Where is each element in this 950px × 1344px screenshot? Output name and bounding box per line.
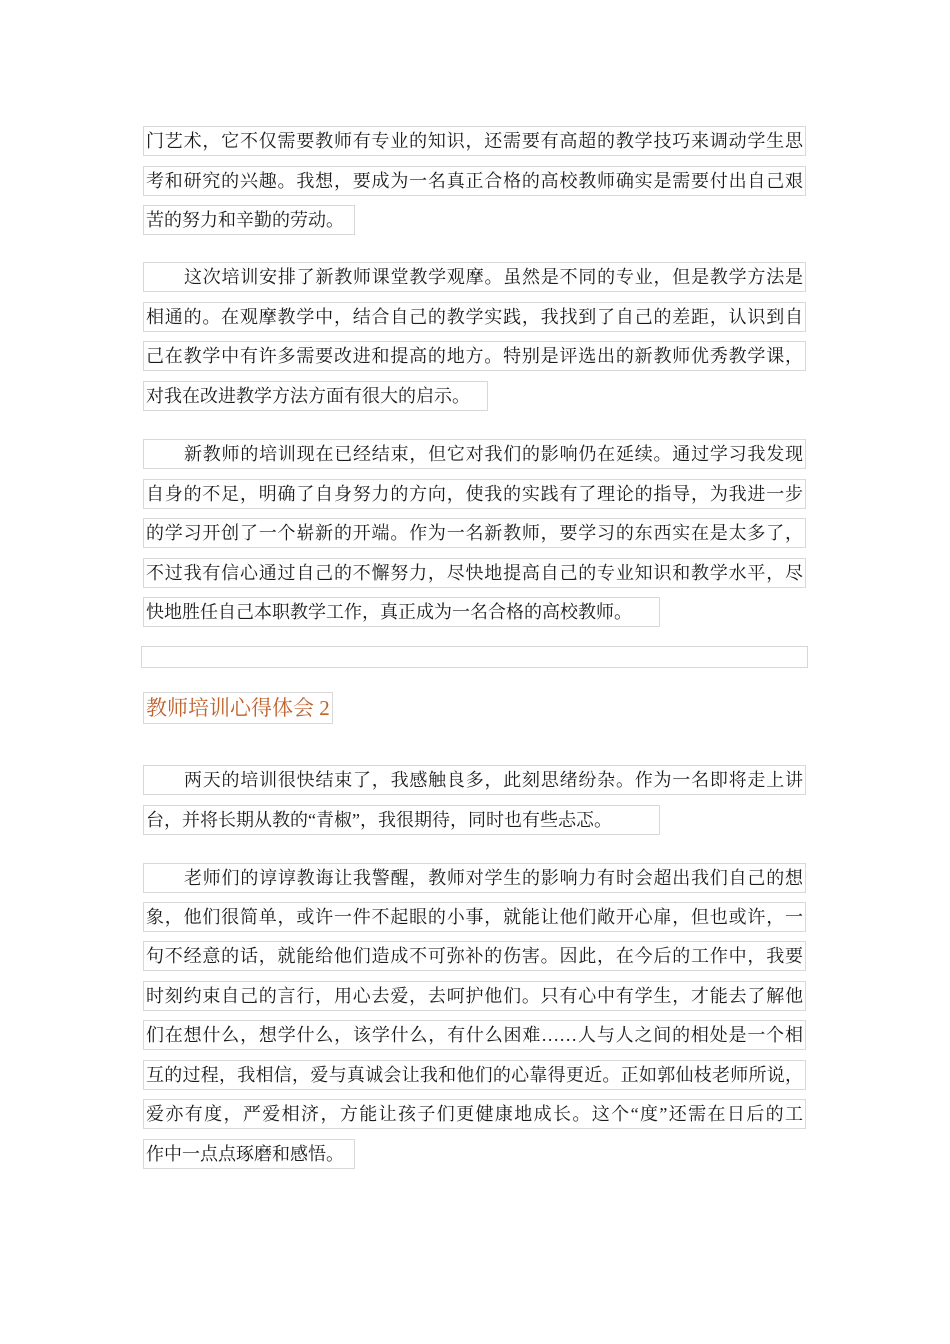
text-line: 作中一点点琢磨和感悟。	[143, 1139, 355, 1169]
text-line: 两天的培训很快结束了，我感触良多，此刻思绪纷杂。作为一名即将走上讲	[143, 765, 806, 795]
text-line: 时刻约束自己的言行，用心去爱，去呵护他们。只有心中有学生，才能去了解他	[143, 981, 806, 1011]
text-line: 对我在改进教学方法方面有很大的启示。	[143, 381, 488, 411]
text-line: 老师们的谆谆教诲让我警醒，教师对学生的影响力有时会超出我们自己的想	[143, 863, 806, 893]
text-line: 自身的不足，明确了自身努力的方向，使我的实践有了理论的指导，为我进一步	[143, 479, 806, 509]
text-line: 互的过程，我相信，爱与真诚会让我和他们的心靠得更近。正如郭仙枝老师所说，	[143, 1060, 806, 1090]
text-line: 新教师的培训现在已经结束，但它对我们的影响仍在延续。通过学习我发现	[143, 439, 806, 469]
text-line: 这次培训安排了新教师课堂教学观摩。虽然是不同的专业，但是教学方法是	[143, 262, 806, 292]
text-line: 苦的努力和辛勤的劳动。	[143, 205, 355, 235]
text-line: 考和研究的兴趣。我想，要成为一名真正合格的高校教师确实是需要付出自己艰	[143, 166, 806, 196]
text-line: 爱亦有度，严爱相济，方能让孩子们更健康地成长。这个“度”还需在日后的工	[143, 1099, 806, 1129]
section-heading: 教师培训心得体会 2	[143, 692, 333, 724]
text-line: 象，他们很简单，或许一件不起眼的小事，就能让他们敞开心扉，但也或许，一	[143, 902, 806, 932]
empty-cell	[141, 646, 808, 668]
text-line: 的学习开创了一个崭新的开端。作为一名新教师，要学习的东西实在是太多了，	[143, 518, 806, 548]
text-line: 快地胜任自己本职教学工作，真正成为一名合格的高校教师。	[143, 597, 660, 627]
text-line: 不过我有信心通过自己的不懈努力，尽快地提高自己的专业知识和教学水平，尽	[143, 558, 806, 588]
text-line: 句不经意的话，就能给他们造成不可弥补的伤害。因此，在今后的工作中，我要	[143, 941, 806, 971]
text-line: 相通的。在观摩教学中，结合自己的教学实践，我找到了自己的差距，认识到自	[143, 302, 806, 332]
text-line: 己在教学中有许多需要改进和提高的地方。特别是评选出的新教师优秀教学课，	[143, 341, 806, 371]
text-line: 台，并将长期从教的“青椒”，我很期待，同时也有些忐忑。	[143, 805, 660, 835]
text-line: 们在想什么，想学什么，该学什么，有什么困难……人与人之间的相处是一个相	[143, 1020, 806, 1050]
text-line: 门艺术，它不仅需要教师有专业的知识，还需要有高超的教学技巧来调动学生思	[143, 126, 806, 156]
